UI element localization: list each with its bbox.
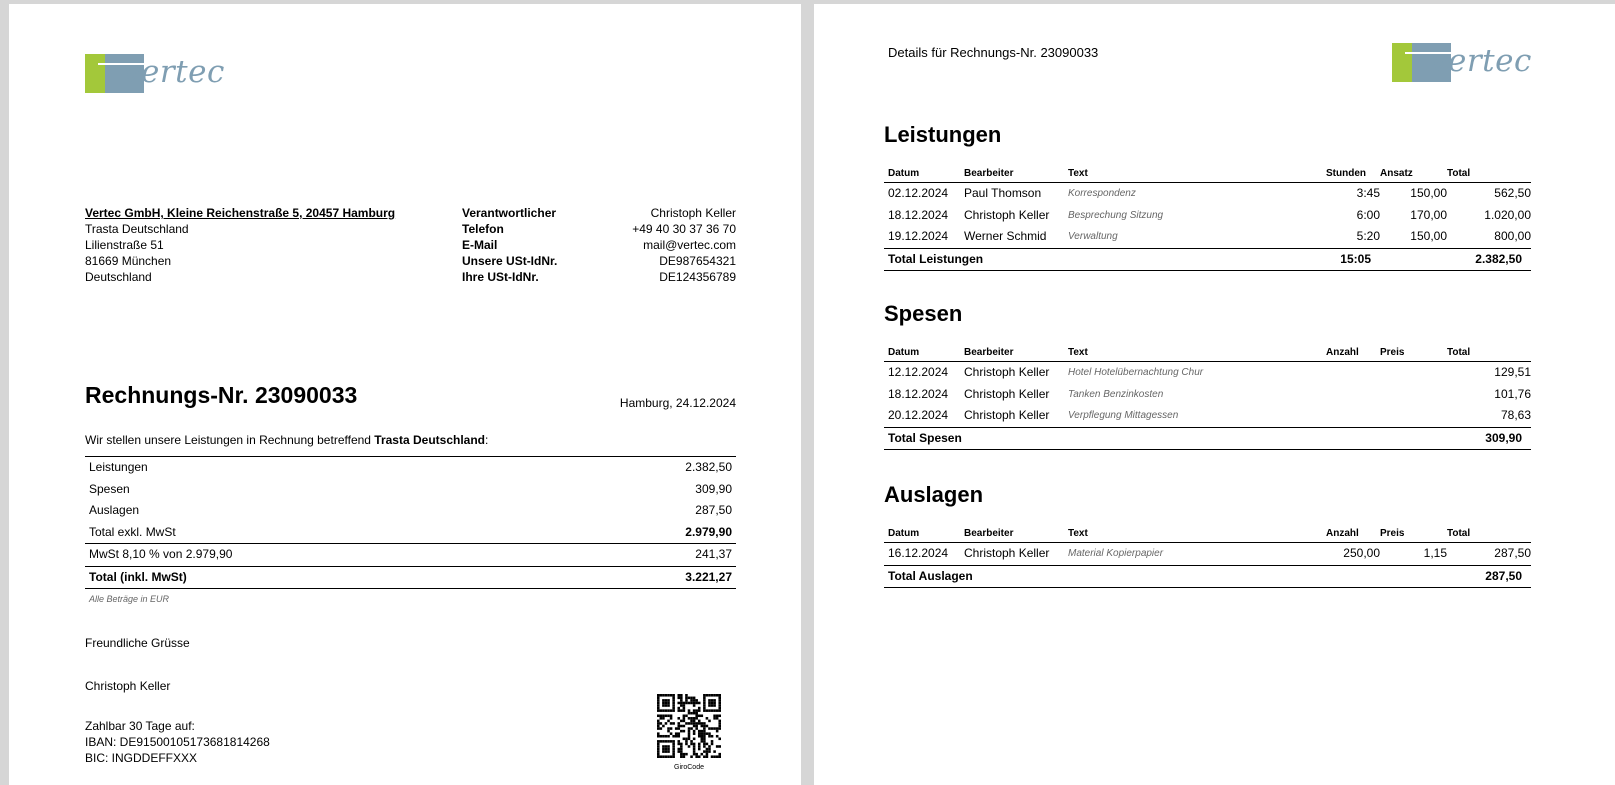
total-cell: 78,63 (1500, 408, 1531, 422)
summary-row (85, 500, 736, 522)
table-row (884, 183, 1531, 205)
table-header (884, 166, 1531, 183)
contact-value: +49 40 30 37 36 70 (632, 222, 736, 236)
logo-green-square (1392, 43, 1412, 82)
logo-wordmark: vertec (1430, 43, 1532, 79)
employee-cell: Paul Thomson (964, 186, 1042, 200)
recipient-line: Lilienstraße 51 (85, 238, 164, 252)
spesen-heading: Spesen (884, 301, 963, 326)
contact-row (462, 237, 736, 253)
summary-value: 287,50 (695, 503, 732, 517)
contact-row (462, 253, 736, 269)
rate-cell: 170,00 (1410, 207, 1447, 222)
column-header: Preis (1380, 528, 1405, 539)
column-header: Datum (888, 168, 920, 179)
greeting: Freundliche Grüsse (85, 636, 190, 650)
total-spacer (1371, 249, 1438, 270)
summary-label: MwSt 8,10 % von 2.979,90 (89, 547, 233, 561)
rate-cell (1380, 362, 1447, 384)
rate-cell (1380, 405, 1447, 427)
summary-row (85, 543, 736, 566)
date-cell: 19.12.2024 (888, 229, 949, 243)
table-row (884, 543, 1531, 566)
employee-cell: Christoph Keller (964, 386, 1050, 401)
total-value: 287,50 (1485, 568, 1522, 583)
details-page (814, 4, 1615, 785)
recipient-line: Deutschland (85, 270, 152, 284)
recipient-line: 81669 München (85, 254, 172, 268)
signer-name: Christoph Keller (85, 679, 171, 693)
rate-cell: 150,00 (1410, 229, 1447, 243)
qty-cell: 5:20 (1356, 229, 1380, 243)
column-header: Stunden (1326, 168, 1366, 179)
column-header: Text (1068, 168, 1088, 179)
column-header: Total (1447, 528, 1471, 539)
column-header: Total (1447, 347, 1471, 358)
total-cell: 129,51 (1494, 365, 1531, 379)
girocode-qr-icon (657, 694, 721, 758)
summary-row (85, 479, 736, 501)
column-header: Total (1447, 168, 1471, 179)
summary-row (85, 457, 736, 479)
contact-label: Telefon (462, 222, 504, 236)
qty-cell: 3:45 (1356, 186, 1380, 200)
leistungen-heading: Leistungen (884, 122, 1002, 147)
logo-wordmark: vertec (123, 54, 225, 90)
table-total-row (884, 566, 1531, 588)
payment-line: Zahlbar 30 Tage auf: (85, 719, 195, 733)
total-hours: 15:05 (1340, 251, 1371, 266)
total-hours (1317, 428, 1371, 449)
summary-value: 2.382,50 (685, 460, 732, 474)
total-cell: 101,76 (1494, 386, 1531, 401)
contact-block (462, 205, 736, 285)
text-cell: Tanken Benzinkosten (1068, 388, 1164, 400)
total-label: Total Auslagen (888, 568, 973, 583)
contact-label: E-Mail (462, 238, 498, 252)
contact-value: DE987654321 (659, 254, 736, 268)
table-total-row (884, 428, 1531, 450)
total-value: 2.382,50 (1475, 251, 1522, 266)
text-cell: Besprechung Sitzung (1068, 209, 1164, 221)
total-label: Total Spesen (888, 430, 962, 445)
rate-cell: 1,15 (1423, 546, 1447, 560)
qty-cell (1326, 405, 1380, 427)
rate-cell: 150,00 (1410, 186, 1447, 200)
date-cell: 18.12.2024 (888, 386, 949, 401)
table-header (884, 345, 1531, 362)
table-row (884, 384, 1531, 406)
auslagen-table (884, 526, 1531, 588)
employee-cell: Christoph Keller (964, 408, 1050, 422)
qty-cell (1326, 384, 1380, 406)
date-cell: 02.12.2024 (888, 186, 949, 200)
contact-value: Christoph Keller (650, 206, 736, 220)
column-header: Bearbeiter (964, 347, 1014, 358)
text-cell: Hotel Hotelübernachtung Chur (1068, 367, 1204, 378)
summary-label: Leistungen (89, 460, 148, 474)
currency-note: Alle Beträge in EUR (89, 594, 170, 604)
summary-label: Total (inkl. MwSt) (89, 569, 187, 584)
employee-cell: Christoph Keller (964, 207, 1050, 222)
rate-cell (1380, 384, 1447, 406)
date-cell: 20.12.2024 (888, 408, 949, 422)
column-header: Datum (888, 528, 920, 539)
text-cell: Korrespondenz (1068, 188, 1136, 199)
contact-row (462, 221, 736, 237)
total-spacer (1371, 428, 1438, 449)
summary-table (85, 456, 736, 589)
total-label: Total Leistungen (888, 251, 984, 266)
text-cell: Material Kopierpapier (1068, 548, 1164, 559)
summary-value: 2.979,90 (685, 524, 732, 539)
summary-value: 241,37 (695, 547, 732, 561)
invoice-title: Rechnungs-Nr. 23090033 (85, 382, 358, 408)
total-value: 309,90 (1485, 430, 1522, 445)
column-header: Text (1068, 347, 1088, 358)
contact-label: Ihre USt-IdNr. (462, 270, 539, 284)
column-header: Bearbeiter (964, 528, 1014, 539)
column-header: Anzahl (1326, 347, 1359, 358)
vertec-logo (1392, 43, 1532, 83)
text-cell: Verwaltung (1068, 231, 1118, 242)
column-header: Datum (888, 347, 920, 358)
total-spacer (1371, 566, 1438, 587)
summary-value: 309,90 (695, 481, 732, 496)
recipient-line: Trasta Deutschland (85, 222, 189, 236)
qty-cell: 250,00 (1343, 546, 1380, 560)
table-header (884, 526, 1531, 543)
payment-line: IBAN: DE91500105173681814268 (85, 735, 270, 749)
invoice-date: Hamburg, 24.12.2024 (619, 396, 736, 410)
client-name: Trasta Deutschland (374, 433, 485, 447)
contact-label: Unsere USt-IdNr. (462, 254, 558, 268)
column-header: Preis (1380, 347, 1405, 358)
qr-label: GiroCode (674, 764, 704, 771)
contact-row (462, 205, 736, 221)
table-row (884, 405, 1531, 428)
invoice-intro: Wir stellen unsere Leistungen in Rechnung betreffend Trasta Deutschland: (85, 433, 489, 447)
column-header: Anzahl (1326, 528, 1359, 539)
leistungen-table (884, 166, 1531, 271)
employee-cell: Werner Schmid (964, 229, 1047, 243)
logo-green-square (85, 54, 105, 93)
employee-cell: Christoph Keller (964, 365, 1050, 379)
summary-row (85, 566, 736, 590)
qty-cell (1326, 362, 1380, 384)
contact-row (462, 269, 736, 285)
total-cell: 800,00 (1494, 229, 1531, 243)
vertec-logo (85, 54, 225, 94)
total-cell: 562,50 (1494, 186, 1531, 200)
payment-info (85, 718, 270, 766)
summary-value: 3.221,27 (685, 569, 732, 584)
qty-cell: 6:00 (1356, 207, 1380, 222)
total-cell: 287,50 (1494, 546, 1531, 560)
summary-row (85, 522, 736, 544)
column-header: Bearbeiter (964, 168, 1014, 179)
table-row (884, 205, 1531, 227)
employee-cell: Christoph Keller (964, 546, 1050, 560)
date-cell: 18.12.2024 (888, 207, 949, 222)
address-block (85, 205, 395, 285)
contact-value: mail@vertec.com (643, 238, 736, 252)
recipient-address (85, 221, 395, 285)
summary-label: Spesen (89, 481, 130, 496)
table-total-row (884, 249, 1531, 271)
auslagen-heading: Auslagen (884, 482, 984, 507)
invoice-page (9, 4, 801, 785)
table-row (884, 226, 1531, 249)
spesen-table (884, 345, 1531, 450)
date-cell: 16.12.2024 (888, 546, 949, 560)
summary-label: Total exkl. MwSt (89, 524, 176, 539)
summary-label: Auslagen (89, 503, 140, 517)
total-cell: 1.020,00 (1484, 207, 1531, 222)
total-hours (1317, 566, 1371, 587)
details-heading: Details für Rechnungs-Nr. 23090033 (888, 45, 1099, 60)
sender-line: Vertec GmbH, Kleine Reichenstraße 5, 20457 Hamburg (85, 206, 396, 220)
payment-line: BIC: INGDDEFFXXX (85, 751, 198, 765)
text-cell: Verpflegung Mittagessen (1068, 410, 1179, 421)
contact-label: Verantwortlicher (462, 206, 557, 220)
column-header: Text (1068, 528, 1088, 539)
table-row (884, 362, 1531, 384)
contact-value: DE124356789 (659, 270, 736, 284)
date-cell: 12.12.2024 (888, 365, 949, 379)
column-header: Ansatz (1380, 168, 1413, 179)
